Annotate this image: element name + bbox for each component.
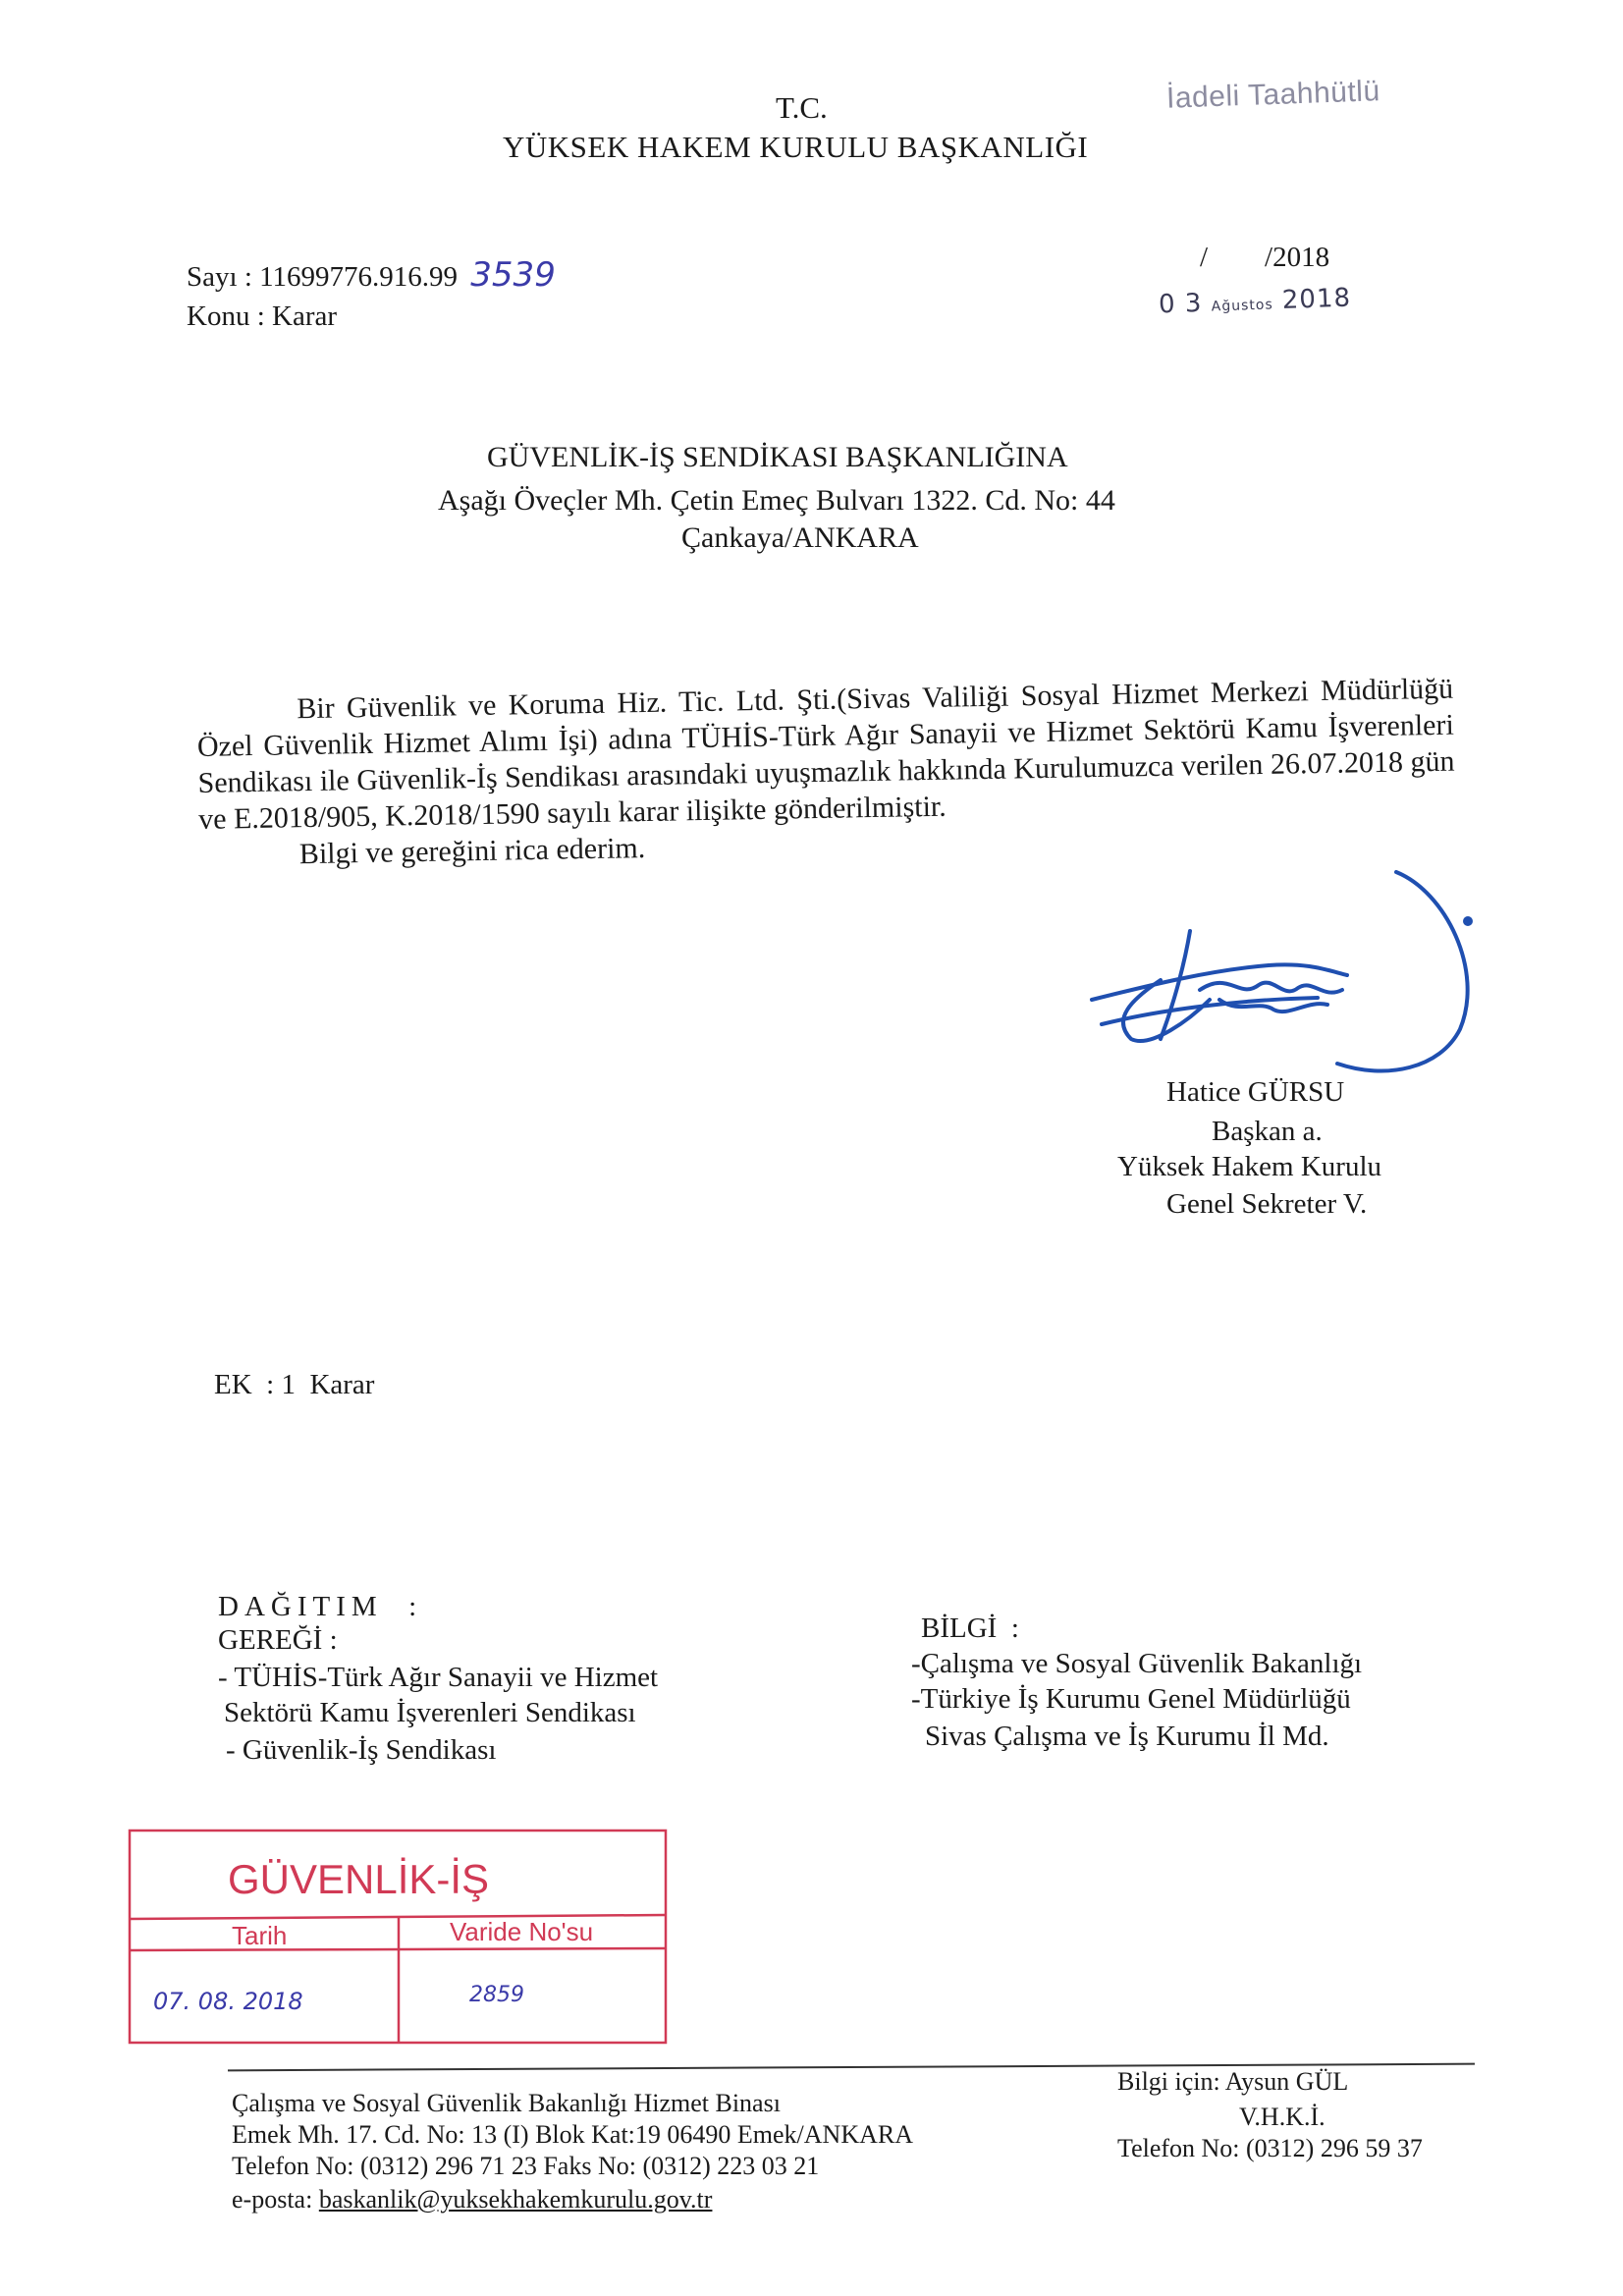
date-template: / /2018	[1200, 242, 1330, 273]
receipt-stamp	[126, 1825, 672, 2049]
date-stamp-day: 0 3	[1158, 288, 1203, 320]
receipt-stamp-number: 2859	[469, 1983, 524, 2007]
footer-phone-fax: Telefon No: (0312) 296 71 23 Faks No: (0312) 223 03 21	[232, 2152, 820, 2180]
sayi-value: : 11699776.916.99	[243, 261, 459, 293]
body-paragraph-2: Bilgi ve gereğini rica ederim.	[298, 832, 646, 871]
signatory-name: Hatice GÜRSU	[1166, 1076, 1345, 1108]
addressee-line-3: Çankaya/ANKARA	[681, 521, 919, 554]
geregi-item: Sektörü Kamu İşverenleri Sendikası	[224, 1697, 636, 1728]
contact-phone: Telefon No: (0312) 296 59 37	[1117, 2134, 1423, 2162]
date-stamp	[1159, 284, 1352, 320]
bilgi-item: -Çalışma ve Sosyal Güvenlik Bakanlığı	[911, 1648, 1363, 1679]
sayi-label: Sayı	[187, 261, 238, 293]
bilgi-label: BİLGİ :	[921, 1613, 1019, 1644]
addressee-line-1: GÜVENLİK-İŞ SENDİKASI BAŞKANLIĞINA	[487, 441, 1068, 473]
signatory-title-2: Yüksek Hakem Kurulu	[1117, 1151, 1382, 1182]
footer-email-link[interactable]: baskanlik@yuksekhakemkurulu.gov.tr	[318, 2185, 713, 2214]
geregi-label: GEREĞİ :	[218, 1624, 338, 1656]
konu-value: : Karar	[256, 301, 338, 332]
receipt-stamp-title: GÜVENLİK-İŞ	[228, 1856, 490, 1902]
subject	[187, 299, 337, 334]
receipt-stamp-col-number: Varide No'su	[450, 1917, 594, 1946]
footer-address-2: Emek Mh. 17. Cd. No: 13 (I) Blok Kat:19 06490 Emek/ANKARA	[232, 2120, 914, 2149]
reference-number	[187, 257, 556, 295]
letter-body	[196, 671, 1456, 874]
konu-label: Konu	[187, 301, 250, 332]
geregi-item: - Güvenlik-İş Sendikası	[226, 1734, 497, 1766]
header-tc: T.C.	[776, 90, 828, 125]
footer-email-line	[232, 2184, 712, 2214]
footer-email-label: e-posta:	[232, 2185, 319, 2214]
sayi-handwritten: 3539	[470, 255, 556, 295]
receipt-stamp-date: 07. 08. 2018	[153, 1988, 303, 2015]
registered-mail-stamp: İadeli Taahhütlü	[1165, 75, 1381, 115]
footer-address-1: Çalışma ve Sosyal Güvenlik Bakanlığı Hizmet Binası	[232, 2089, 781, 2117]
contact-title: V.H.K.İ.	[1239, 2103, 1325, 2131]
receipt-stamp-col-date: Tarih	[232, 1921, 288, 1950]
geregi-item: - TÜHİS-Türk Ağır Sanayii ve Hizmet	[218, 1662, 659, 1693]
signatory-title-1: Başkan a.	[1212, 1116, 1323, 1147]
attachment-line: EK : 1 Karar	[214, 1369, 375, 1400]
signatory-title-3: Genel Sekreter V.	[1166, 1188, 1368, 1220]
date-stamp-year: 2018	[1281, 283, 1352, 316]
handwritten-signature	[1072, 852, 1504, 1088]
contact-person: Bilgi için: Aysun GÜL	[1117, 2067, 1349, 2096]
header-organization: YÜKSEK HAKEM KURULU BAŞKANLIĞI	[503, 130, 1089, 164]
date-stamp-month: Ağustos	[1211, 297, 1274, 315]
distribution-title: DAĞITIM :	[218, 1591, 423, 1622]
bilgi-item: Sivas Çalışma ve İş Kurumu İl Md.	[925, 1721, 1329, 1752]
bilgi-item: -Türkiye İş Kurumu Genel Müdürlüğü	[911, 1683, 1351, 1715]
addressee-line-2: Aşağı Öveçler Mh. Çetin Emeç Bulvarı 1322. Cd. No: 44	[438, 484, 1115, 517]
body-paragraph-1: Bir Güvenlik ve Koruma Hiz. Tic. Ltd. Şti.(Sivas Valiliği Sosyal Hizmet Merkezi Müdürlüğü Özel Güvenlik Hizmet Alımı İşi) adına TÜHİS-Türk Ağır Sanayii ve Hizmet Sektörü Kamu İşverenleri Sendikası ile Güvenlik-İş Sendikası arasındaki uyuşmazlık hakkında Kurulumuzca verilen 26.07.2018 gün ve E.2018/905, K.2018/1590 sayılı karar ilişikte gönderilmiştir.	[196, 672, 1455, 836]
